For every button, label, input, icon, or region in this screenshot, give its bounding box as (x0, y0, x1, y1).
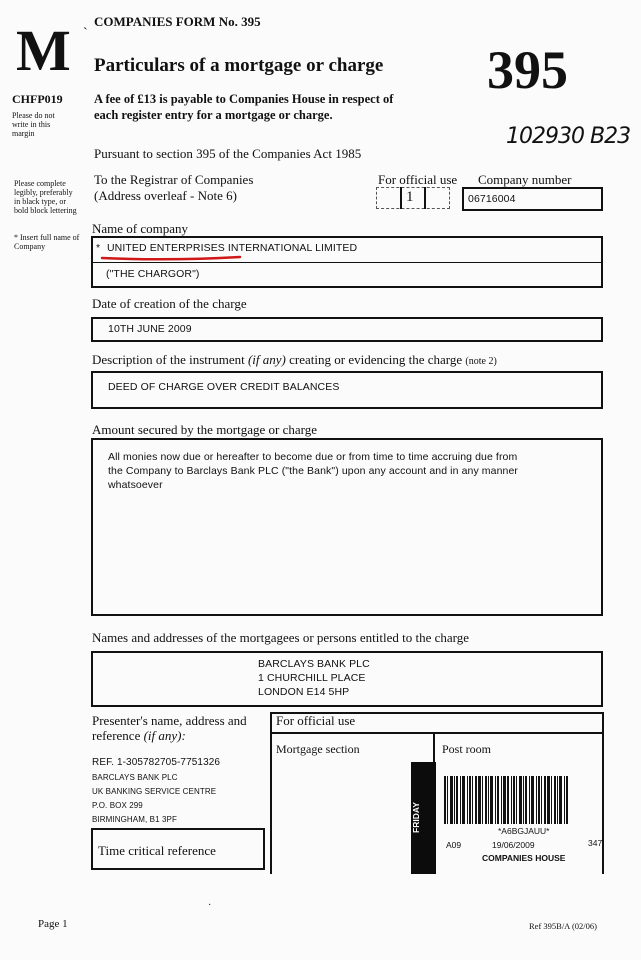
description-label (92, 352, 497, 368)
mortgage-section-label: Mortgage section (276, 742, 360, 756)
barcode (444, 776, 568, 824)
form-title: COMPANIES FORM No. 395 (94, 14, 261, 29)
stamp-number: 347 (588, 838, 603, 848)
amount-line1: All monies now due or hereafter to become due or from time to time accruing due from (108, 451, 518, 463)
company-name-divider (91, 262, 603, 263)
official-section-divider (270, 732, 604, 734)
presenter-addr4: BIRMINGHAM, B1 3PF (92, 815, 177, 824)
creation-date-label: Date of creation of the charge (92, 296, 247, 311)
stamp-code: *A6BGJAUU* (498, 826, 550, 836)
official-use-value: 1 (406, 189, 414, 205)
stamp-day: FRIDAY (411, 802, 421, 834)
fee-text-line2: each register entry for a mortgage or charge. (94, 108, 333, 122)
presenter-label-italic: (if any): (143, 728, 186, 743)
company-number-label: Company number (478, 172, 572, 187)
mortgagee-line2: 1 CHURCHILL PLACE (258, 672, 366, 684)
page-number: Page 1 (38, 918, 68, 930)
description-label-rest: creating or evidencing the charge (289, 352, 463, 367)
presenter-addr3: P.O. BOX 299 (92, 801, 143, 810)
official-section-label: For official use (276, 713, 356, 728)
page-title: Particulars of a mortgage or charge (94, 55, 384, 76)
creation-date-value: 10TH JUNE 2009 (108, 323, 192, 335)
amount-line2: the Company to Barclays Bank PLC ("the Bank") upon any account and in any manner (108, 465, 519, 477)
side-note-legibly: Please complete legibly, preferably in black type, or bold block lettering (14, 179, 77, 215)
logo-accent-mark: ` (83, 26, 88, 41)
presenter-label-main: reference (92, 728, 141, 743)
description-label-note: (note 2) (465, 356, 497, 367)
company-name-star: * (96, 242, 101, 254)
company-number-value: 06716004 (468, 193, 516, 205)
official-use-label: For official use (378, 172, 458, 187)
stamp-date: 19/06/2009 (492, 840, 535, 850)
description-value: DEED OF CHARGE OVER CREDIT BALANCES (108, 381, 340, 393)
registrar-line1: To the Registrar of Companies (94, 172, 254, 187)
fee-text-line1: A fee of £13 is payable to Companies House in respect of (94, 92, 394, 106)
mortgagee-line3: LONDON E14 5HP (258, 686, 350, 698)
registrar-line2: (Address overleaf - Note 6) (94, 188, 237, 203)
scan-speck: · (208, 900, 212, 911)
company-name-label: Name of company (92, 221, 189, 236)
mortgagee-line1: BARCLAYS BANK PLC (258, 658, 370, 670)
form-logo-letter: M (16, 18, 71, 83)
stamp-desk: A09 (446, 840, 462, 850)
time-critical-label: Time critical reference (98, 843, 216, 858)
pursuant-text: Pursuant to section 395 of the Companies Act 1985 (94, 146, 362, 161)
company-name-underline (100, 254, 242, 262)
company-alias-value: ("THE CHARGOR") (106, 268, 200, 280)
amount-label: Amount secured by the mortgage or charge (92, 422, 318, 437)
presenter-label-line1: Presenter's name, address and (92, 713, 247, 728)
form-code: CHFP019 (12, 92, 63, 106)
side-note-insert-name: * Insert full name of Company (14, 233, 80, 251)
presenter-addr1: BARCLAYS BANK PLC (92, 773, 178, 782)
amount-line3: whatsoever (108, 479, 163, 491)
presenter-addr2: UK BANKING SERVICE CENTRE (92, 787, 217, 796)
form-reference: Ref 395B/A (02/06) (529, 921, 597, 931)
company-name-value: UNITED ENTERPRISES INTERNATIONAL LIMITED (107, 242, 358, 254)
form-number: 395 (487, 40, 568, 100)
post-room-label: Post room (442, 742, 492, 756)
mortgagees-label: Names and addresses of the mortgagees or persons entitled to the charge (92, 630, 469, 645)
presenter-ref: REF. 1-305782705-7751326 (92, 757, 221, 768)
presenter-label-line2 (92, 728, 186, 744)
margin-note: Please do not write in this margin (12, 111, 55, 138)
description-label-italic: (if any) (247, 352, 286, 367)
description-label-main: Description of the instrument (92, 352, 245, 367)
handwritten-reference: 102930 B23 (506, 124, 631, 149)
stamp-office: COMPANIES HOUSE (482, 853, 566, 863)
